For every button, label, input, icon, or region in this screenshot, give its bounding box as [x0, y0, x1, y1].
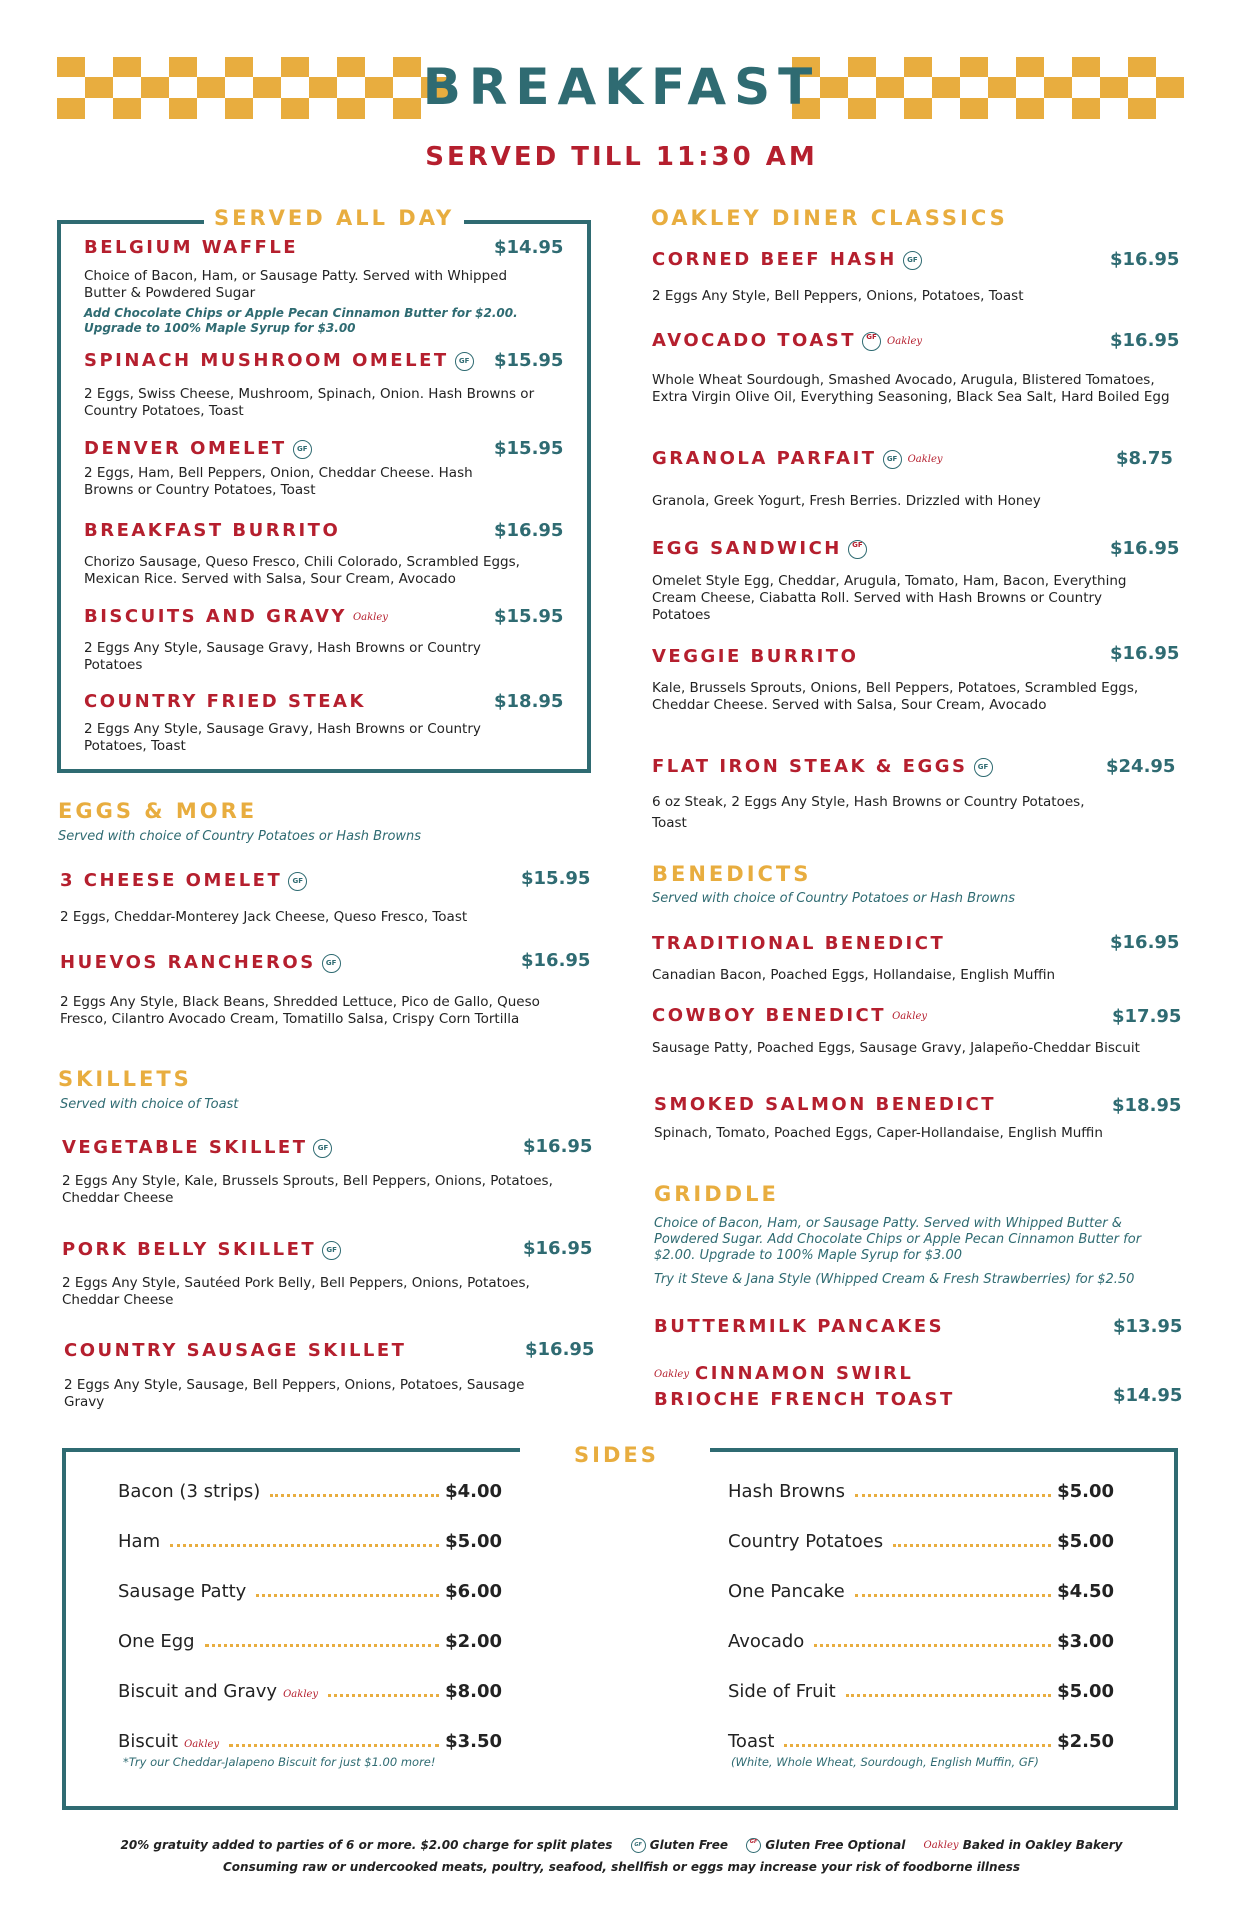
price-country-fried-steak: $18.95: [494, 691, 564, 712]
skillets-title: SKILLETS: [58, 1067, 192, 1091]
skillets-subtitle: Served with choice of Toast: [60, 1097, 239, 1112]
oakley-bakery-icon: Oakley: [887, 335, 923, 347]
item-spinach-mushroom-omelet: SPINACH MUSHROOM OMELET GF: [84, 350, 474, 371]
desc-spinach-mushroom-omelet: 2 Eggs, Swiss Cheese, Mushroom, Spinach, Onion. Hash Browns or Country Potatoes, Toast: [84, 386, 535, 419]
gratuity-note: 20% gratuity added to parties of 6 or more. $2.00 charge for split plates: [120, 1838, 613, 1852]
item-huevos-rancheros: HUEVOS RANCHEROS GF: [60, 952, 341, 973]
griddle-title: GRIDDLE: [654, 1182, 779, 1206]
price-flat-iron-steak: $24.95: [1106, 756, 1176, 777]
price-biscuits-and-gravy: $15.95: [494, 606, 564, 627]
gluten-free-icon: GF: [455, 352, 474, 371]
price-avocado-toast: $16.95: [1110, 330, 1180, 351]
gluten-free-icon: GF: [313, 1139, 332, 1158]
gluten-free-icon: GF: [322, 954, 341, 973]
desc-veggie-burrito: Kale, Brussels Sprouts, Onions, Bell Peppers, Potatoes, Scrambled Eggs, Cheddar Cheese. Served with Salsa, Sour Cream, Avocado: [652, 680, 1139, 713]
item-3-cheese-omelet: 3 CHEESE OMELET GF: [60, 870, 307, 891]
item-country-sausage-skillet: COUNTRY SAUSAGE SKILLET: [64, 1340, 407, 1361]
oakley-bakery-icon: Oakley: [283, 1689, 319, 1700]
oakley-bakery-icon: Oakley: [892, 1010, 928, 1022]
price-veggie-burrito: $16.95: [1110, 643, 1180, 664]
item-traditional-benedict: TRADITIONAL BENEDICT: [652, 933, 946, 954]
price-cinnamon-swirl-french-toast: $14.95: [1113, 1385, 1183, 1406]
gluten-free-icon: GF: [322, 1241, 341, 1260]
side-ham: Ham $5.00: [118, 1531, 502, 1552]
gluten-free-optional-icon: GF: [848, 540, 867, 559]
side-one-pancake: One Pancake $4.50: [728, 1581, 1114, 1602]
item-egg-sandwich: EGG SANDWICH GF: [652, 538, 867, 559]
desc-belgium-waffle: Choice of Bacon, Ham, or Sausage Patty. Served with Whipped Butter & Powdered Sugar: [84, 268, 508, 301]
price-corned-beef-hash: $16.95: [1110, 249, 1180, 270]
desc-pork-belly-skillet: 2 Eggs Any Style, Sautéed Pork Belly, Bell Peppers, Onions, Potatoes, Cheddar Cheese: [62, 1275, 530, 1308]
price-pork-belly-skillet: $16.95: [523, 1238, 593, 1259]
side-sausage-patty: Sausage Patty $6.00: [118, 1581, 502, 1602]
price-denver-omelet: $15.95: [494, 438, 564, 459]
price-vegetable-skillet: $16.95: [523, 1136, 593, 1157]
desc-denver-omelet: 2 Eggs, Ham, Bell Peppers, Onion, Cheddar Cheese. Hash Browns or Country Potatoes, Toast: [84, 465, 473, 498]
price-3-cheese-omelet: $15.95: [521, 868, 591, 889]
side-biscuit: Biscuit Oakley $3.50: [118, 1731, 502, 1752]
item-avocado-toast: AVOCADO TOAST GF Oakley: [652, 330, 923, 351]
biscuit-upgrade-note: *Try our Cheddar-Jalapeno Biscuit for just $1.00 more!: [123, 1755, 436, 1769]
foodborne-illness-warning: Consuming raw or undercooked meats, poultry, seafood, shellfish or eggs may increase your risk of foodborne illness: [222, 1860, 1020, 1874]
side-one-egg: One Egg $2.00: [118, 1631, 502, 1652]
item-country-fried-steak: COUNTRY FRIED STEAK: [84, 691, 366, 712]
item-granola-parfait: GRANOLA PARFAIT GF Oakley: [652, 448, 943, 469]
item-belgium-waffle: BELGIUM WAFFLE: [84, 237, 299, 258]
desc-vegetable-skillet: 2 Eggs Any Style, Kale, Brussels Sprouts, Bell Peppers, Onions, Potatoes, Cheddar Cheese: [62, 1173, 553, 1206]
gluten-free-icon: GF: [903, 251, 922, 270]
gluten-free-optional-icon: GF: [862, 332, 881, 351]
price-country-sausage-skillet: $16.95: [525, 1339, 595, 1360]
desc-breakfast-burrito: Chorizo Sausage, Queso Fresco, Chili Colorado, Scrambled Eggs, Mexican Rice. Served with Salsa, Sour Cream, Avocado: [84, 554, 520, 587]
item-cowboy-benedict: COWBOY BENEDICT Oakley: [652, 1005, 928, 1026]
item-pork-belly-skillet: PORK BELLY SKILLET GF: [62, 1239, 341, 1260]
served-all-day-title: SERVED ALL DAY: [204, 206, 464, 230]
desc-egg-sandwich: Omelet Style Egg, Cheddar, Arugula, Tomato, Ham, Bacon, Everything Cream Cheese, Ciabatta Roll. Served with Hash Browns or Country Potatoes: [652, 573, 1127, 623]
gluten-free-icon: GF: [288, 872, 307, 891]
side-biscuit-and-gravy: Biscuit and Gravy Oakley $8.00: [118, 1681, 502, 1702]
price-egg-sandwich: $16.95: [1110, 538, 1180, 559]
gluten-free-icon: GF: [883, 450, 902, 469]
desc-cowboy-benedict: Sausage Patty, Poached Eggs, Sausage Gravy, Jalapeño-Cheddar Biscuit: [652, 1040, 1140, 1056]
gluten-free-icon: GF: [631, 1838, 646, 1853]
footer-legend: [0, 1838, 1243, 1853]
side-avocado: Avocado $3.00: [728, 1631, 1114, 1652]
desc-corned-beef-hash: 2 Eggs Any Style, Bell Peppers, Onions, Potatoes, Toast: [652, 288, 1024, 304]
price-spinach-mushroom-omelet: $15.95: [494, 350, 564, 371]
toast-options-note: (White, Whole Wheat, Sourdough, English Muffin, GF): [731, 1755, 1039, 1769]
desc-country-sausage-skillet: 2 Eggs Any Style, Sausage, Bell Peppers, Onions, Potatoes, Sausage Gravy: [64, 1377, 525, 1410]
side-bacon: Bacon (3 strips) $4.00: [118, 1481, 502, 1502]
benedicts-title: BENEDICTS: [652, 862, 812, 886]
desc-flat-iron-steak: 6 oz Steak, 2 Eggs Any Style, Hash Browns or Country Potatoes, Toast: [652, 794, 1085, 831]
item-buttermilk-pancakes: BUTTERMILK PANCAKES: [654, 1316, 945, 1337]
item-breakfast-burrito: BREAKFAST BURRITO: [84, 520, 341, 541]
item-biscuits-and-gravy: BISCUITS AND GRAVY Oakley: [84, 606, 388, 627]
oakley-bakery-icon: Oakley: [352, 611, 388, 623]
oakley-bakery-icon: Oakley: [907, 453, 943, 465]
desc-country-fried-steak: 2 Eggs Any Style, Sausage Gravy, Hash Browns or Country Potatoes, Toast: [84, 721, 481, 754]
price-cowboy-benedict: $17.95: [1112, 1006, 1182, 1027]
price-huevos-rancheros: $16.95: [521, 950, 591, 971]
side-toast: Toast $2.50: [728, 1731, 1114, 1752]
gluten-free-icon: GF: [974, 758, 993, 777]
desc-3-cheese-omelet: 2 Eggs, Cheddar-Monterey Jack Cheese, Queso Fresco, Toast: [60, 909, 468, 925]
desc-traditional-benedict: Canadian Bacon, Poached Eggs, Hollandaise, English Muffin: [652, 967, 1056, 983]
price-belgium-waffle: $14.95: [494, 237, 564, 258]
side-hash-browns: Hash Browns $5.00: [728, 1481, 1114, 1502]
desc-smoked-salmon-benedict: Spinach, Tomato, Poached Eggs, Caper-Hollandaise, English Muffin: [654, 1125, 1103, 1141]
oakley-bakery-icon: Oakley: [184, 1739, 220, 1750]
legend-gluten-free: Gluten Free: [649, 1838, 728, 1852]
gluten-free-optional-icon: GF: [746, 1838, 761, 1853]
price-granola-parfait: $8.75: [1116, 448, 1173, 469]
legend-oakley-bakery: Baked in Oakley Bakery: [962, 1838, 1123, 1852]
price-smoked-salmon-benedict: $18.95: [1112, 1095, 1182, 1116]
legend-gluten-free-optional: Gluten Free Optional: [765, 1838, 906, 1852]
menu-title: BREAKFAST: [422, 58, 821, 116]
desc-avocado-toast: Whole Wheat Sourdough, Smashed Avocado, Arugula, Blistered Tomatoes, Extra Virgin Olive Oil, Everything Seasoning, Black Sea Salt, Hard Boiled Egg: [652, 372, 1170, 405]
desc-granola-parfait: Granola, Greek Yogurt, Fresh Berries. Drizzled with Honey: [652, 493, 1041, 509]
price-buttermilk-pancakes: $13.95: [1113, 1316, 1183, 1337]
sides-title: SIDES: [574, 1443, 659, 1467]
oakley-bakery-icon: Oakley: [654, 1368, 689, 1380]
benedicts-subtitle: Served with choice of Country Potatoes or Hash Browns: [652, 891, 1016, 906]
eggs-more-title: EGGS & MORE: [58, 799, 258, 823]
note-belgium-waffle: Add Chocolate Chips or Apple Pecan Cinnamon Butter for $2.00. Upgrade to 100% Maple Syrup for $3.00: [84, 306, 518, 335]
griddle-note: Choice of Bacon, Ham, or Sausage Patty. Served with Whipped Butter & Powdered Sugar. Add Chocolate Chips or Apple Pecan Cinnamon Butter for $2.00. Upgrade to 100% Maple Syrup for $3.00: [654, 1216, 1142, 1263]
item-denver-omelet: DENVER OMELET GF: [84, 438, 312, 459]
classics-title: OAKLEY DINER CLASSICS: [651, 206, 1008, 230]
side-country-potatoes: Country Potatoes $5.00: [728, 1531, 1114, 1552]
desc-biscuits-and-gravy: 2 Eggs Any Style, Sausage Gravy, Hash Browns or Country Potatoes: [84, 640, 481, 673]
price-traditional-benedict: $16.95: [1110, 932, 1180, 953]
griddle-steve-jana-note: Try it Steve & Jana Style (Whipped Cream & Fresh Strawberries) for $2.50: [654, 1272, 1135, 1287]
item-corned-beef-hash: CORNED BEEF HASH GF: [652, 249, 922, 270]
side-fruit: Side of Fruit $5.00: [728, 1681, 1114, 1702]
item-veggie-burrito: VEGGIE BURRITO: [652, 646, 859, 667]
item-flat-iron-steak: FLAT IRON STEAK & EGGS GF: [652, 756, 993, 777]
item-vegetable-skillet: VEGETABLE SKILLET GF: [62, 1137, 332, 1158]
oakley-bakery-icon: Oakley: [923, 1840, 959, 1851]
gluten-free-icon: GF: [293, 440, 312, 459]
price-breakfast-burrito: $16.95: [494, 520, 564, 541]
eggs-more-subtitle: Served with choice of Country Potatoes or Hash Browns: [58, 829, 422, 844]
item-smoked-salmon-benedict: SMOKED SALMON BENEDICT: [654, 1094, 997, 1115]
desc-huevos-rancheros: 2 Eggs Any Style, Black Beans, Shredded Lettuce, Pico de Gallo, Queso Fresco, Cilantro Avocado Cream, Tomatillo Salsa, Crispy Corn Tortilla: [60, 994, 540, 1027]
served-till-label: SERVED TILL 11:30 AM: [425, 142, 818, 172]
item-cinnamon-swirl-french-toast: Oakley CINNAMON SWIRL BRIOCHE FRENCH TOAST: [654, 1363, 955, 1410]
